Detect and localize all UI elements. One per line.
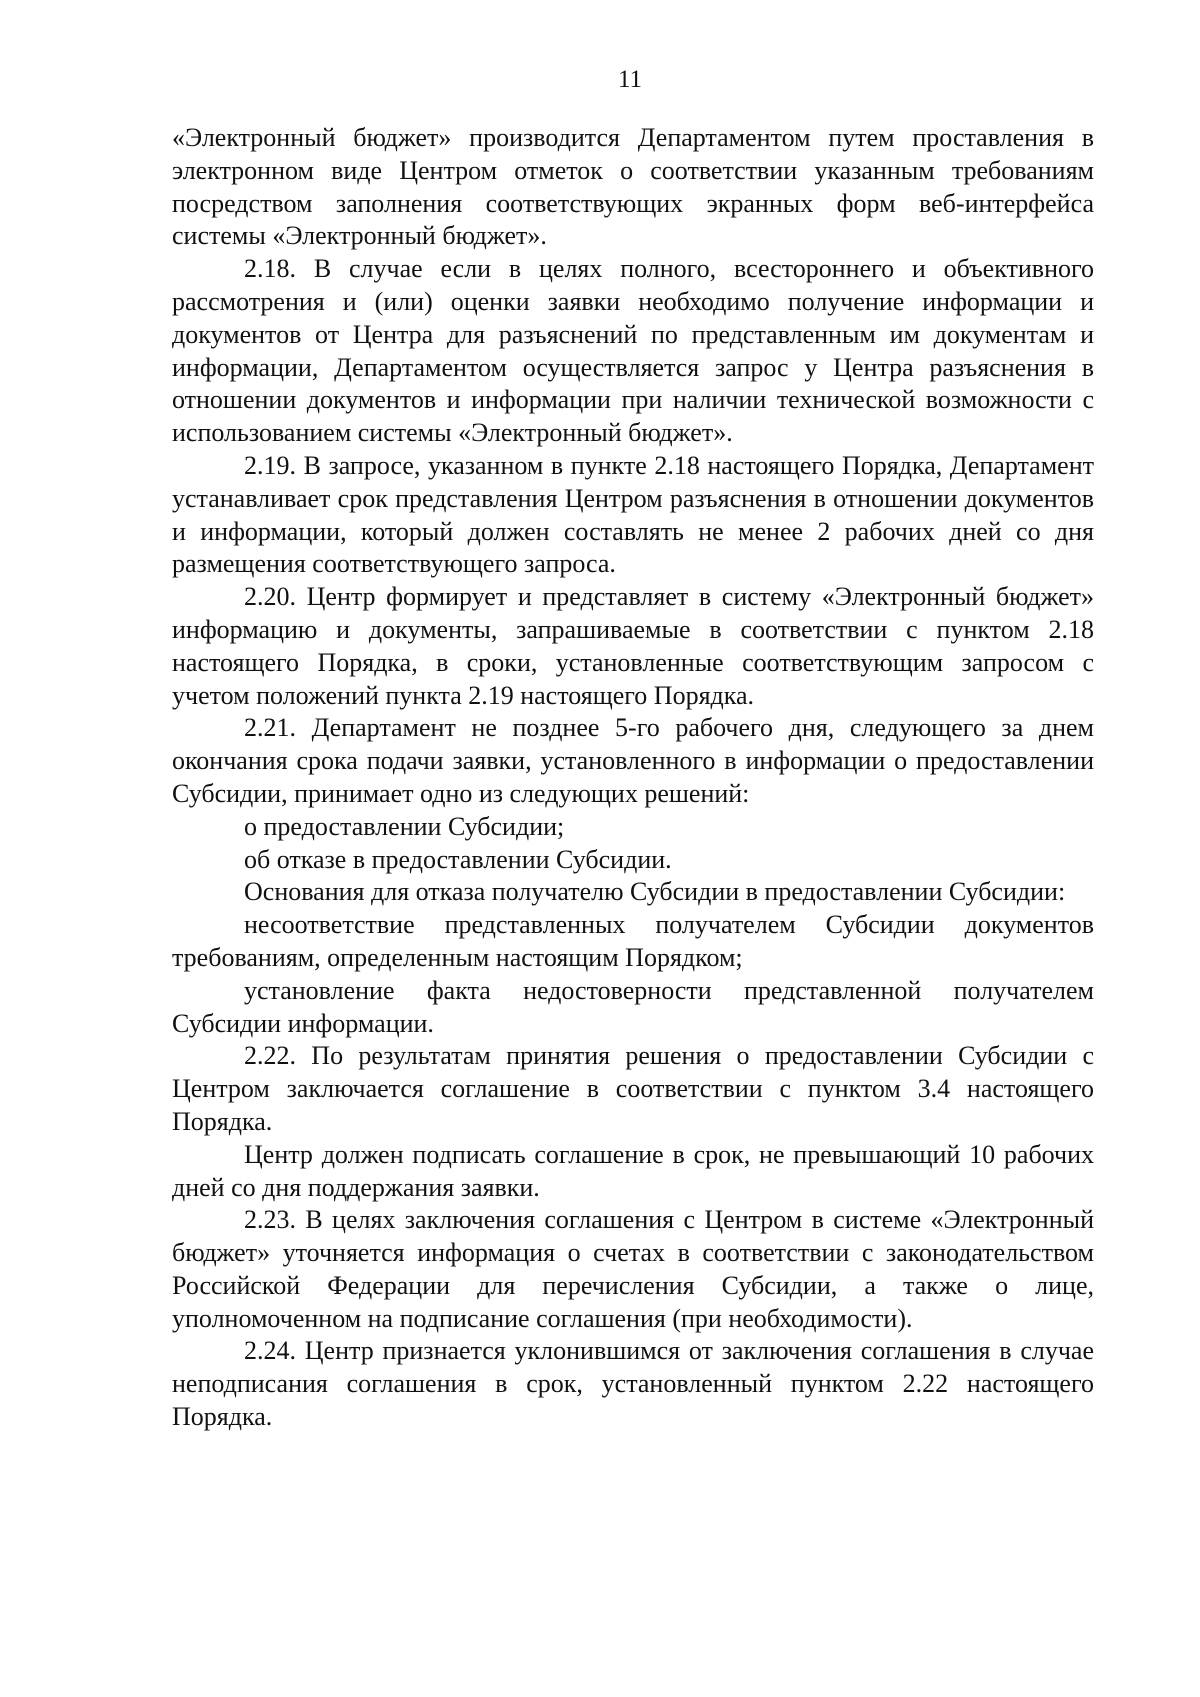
paragraph: 2.18. В случае если в целях полного, всестороннего и объективного рассмотрения и (или) оценки заявки необходимо получение информации и документов от Центра для разъяснений по представленным им документам и информации, Департаментом осуществляется запрос у Центра разъяснения в отношении документов и информации при наличии технической возможности с использованием системы «Электронный бюджет». <box>172 254 1094 448</box>
paragraph: 2.20. Центр формирует и представляет в систему «Электронный бюджет» информацию и документы, запрашиваемые в соответствии с пунктом 2.18 настоящего Порядка, в сроки, установленные соответствующим запросом с учетом положений пункта 2.19 настоящего Порядка. <box>172 582 1094 710</box>
paragraph: 2.21. Департамент не позднее 5-го рабочего дня, следующего за днем окончания срока подачи заявки, установленного в информации о предоставлении Субсидии, принимает одно из следующих решений: <box>172 713 1094 808</box>
paragraph: 2.22. По результатам принятия решения о предоставлении Субсидии с Центром заключается соглашение в соответствии с пунктом 3.4 настоящего Порядка. <box>172 1041 1094 1136</box>
paragraph: Центр должен подписать соглашение в срок, не превышающий 10 рабочих дней со дня поддержания заявки. <box>172 1139 1094 1202</box>
paragraph: об отказе в предоставлении Субсидии. <box>244 844 672 874</box>
paragraph: Основания для отказа получателю Субсидии в предоставлении Субсидии: <box>244 877 1066 907</box>
paragraph: «Электронный бюджет» производится Департаментом путем проставления в электронном виде Центром отметок о соответствии указанным требованиям посредством заполнения соответствующих экранных форм веб-интерфейса системы «Электронный бюджет». <box>172 123 1094 251</box>
paragraph: 2.19. В запросе, указанном в пункте 2.18 настоящего Порядка, Департамент устанавливает срок представления Центром разъяснения в отношении документов и информации, который должен составлять не менее 2 рабочих дней со дня размещения соответствующего запроса. <box>172 450 1094 579</box>
paragraph: несоответствие представленных получателем Субсидии документов требованиям, определенным настоящим Порядком; <box>172 910 1094 972</box>
paragraph: о предоставлении Субсидии; <box>244 811 565 841</box>
paragraph: 2.23. В целях заключения соглашения с Центром в системе «Электронный бюджет» уточняется информация о счетах в соответствии с законодательством Российской Федерации для перечисления Субсидии, а также о лице, уполномоченном на подписание соглашения (при необходимости). <box>172 1205 1094 1333</box>
paragraph: установление факта недостоверности представленной получателем Субсидии информации. <box>172 975 1094 1038</box>
page-number: 11 <box>617 66 643 93</box>
document-body <box>172 122 1094 1434</box>
paragraph: 2.24. Центр признается уклонившимся от заключения соглашения в случае неподписания соглашения в срок, установленный пунктом 2.22 настоящего Порядка. <box>172 1336 1094 1432</box>
